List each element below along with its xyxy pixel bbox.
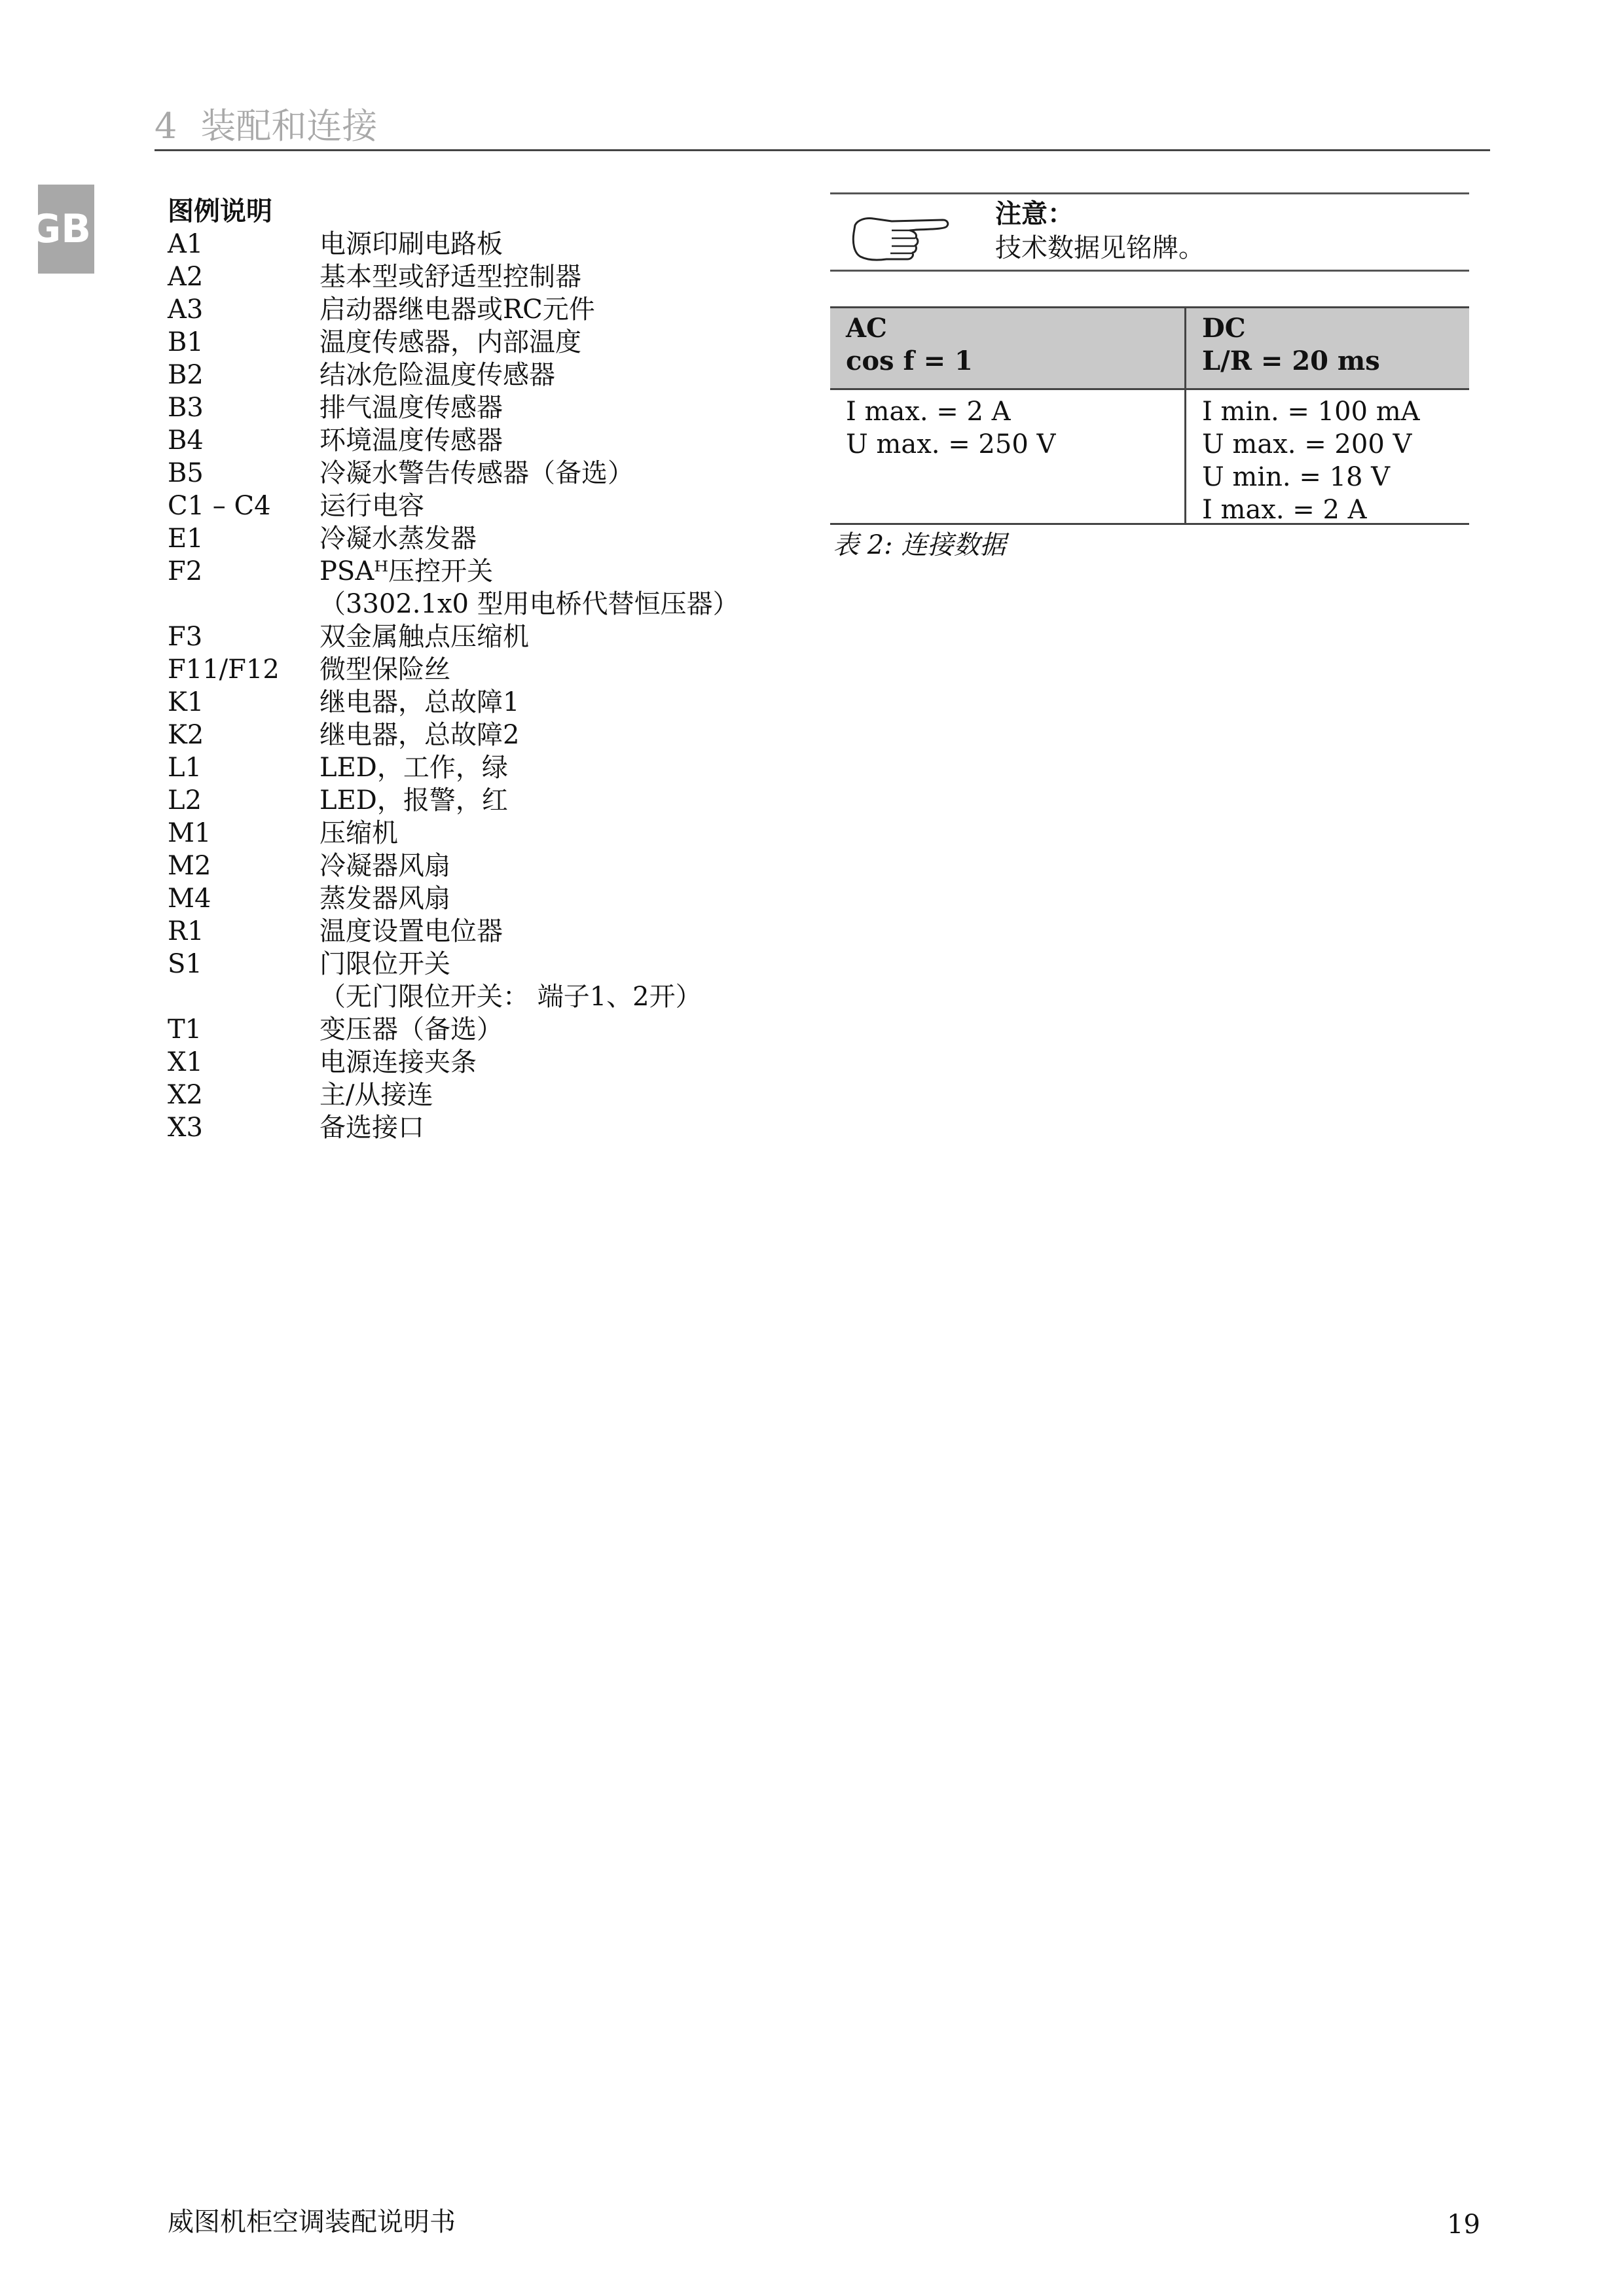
legend-row: [168, 1111, 739, 1144]
legend-code: [168, 588, 319, 620]
dc-header-cell: [1186, 308, 1469, 388]
legend-row: [168, 260, 739, 293]
legend-row: [168, 490, 739, 522]
legend-row: [168, 326, 739, 359]
legend-row: [168, 555, 739, 588]
legend-row: [168, 784, 739, 817]
dc-value: U min. = 18 V: [1202, 462, 1391, 492]
header-divider: [155, 149, 1490, 151]
legend-row: [168, 850, 739, 882]
legend-row: [168, 1046, 739, 1079]
legend-description: LED，工作，绿: [319, 753, 508, 783]
legend-code: M1: [168, 818, 211, 848]
legend-code: A2: [168, 262, 204, 292]
legend-row: [168, 424, 739, 457]
legend-code: A1: [168, 229, 204, 259]
legend-title: 图例说明: [168, 196, 272, 226]
footer-document-title: 威图机柜空调装配说明书: [168, 2207, 456, 2237]
legend: [168, 195, 739, 1144]
legend-description: 电源印刷电路板: [319, 229, 503, 259]
legend-row: [168, 457, 739, 490]
legend-description: 温度设置电位器: [319, 916, 503, 946]
legend-row: [168, 228, 739, 260]
legend-row: [168, 620, 739, 653]
legend-code: L1: [168, 753, 202, 783]
legend-code: K2: [168, 720, 204, 750]
legend-description: 蒸发器风扇: [319, 884, 450, 914]
legend-code: S1: [168, 949, 202, 979]
legend-code: B4: [168, 425, 204, 456]
legend-row: [168, 391, 739, 424]
legend-code: A3: [168, 295, 204, 325]
legend-code: F3: [168, 622, 203, 652]
legend-code: [168, 980, 319, 1013]
ac-header-condition: cos f = 1: [846, 346, 973, 376]
section-title: 装配和连接: [200, 105, 378, 147]
table-body-row: [830, 390, 1469, 525]
legend-code: M2: [168, 851, 211, 881]
ac-values-cell: [830, 390, 1186, 523]
dc-header-condition: L/R = 20 ms: [1202, 346, 1380, 376]
language-tab: GB: [38, 185, 94, 274]
ac-header-label: AC: [846, 313, 887, 344]
note-top-rule: [830, 192, 1469, 194]
legend-description: 主/从接连: [319, 1080, 433, 1110]
legend-description: 启动器继电器或RC元件: [319, 295, 595, 325]
legend-list: [168, 228, 739, 1144]
table-header-row: [830, 306, 1469, 390]
dc-header-label: DC: [1202, 313, 1246, 344]
section-number: 4: [155, 105, 177, 147]
legend-description: 温度传感器，内部温度: [319, 327, 581, 357]
legend-description: 继电器，总故障1: [319, 687, 520, 717]
legend-description: 环境温度传感器: [319, 425, 503, 456]
legend-row: [168, 1079, 739, 1111]
legend-code: T1: [168, 1014, 202, 1045]
note-bottom-rule: [830, 270, 1469, 272]
legend-code: F2: [168, 556, 203, 586]
legend-row: [168, 293, 739, 326]
legend-description: （3302.1x0 型用电桥代替恒压器）: [319, 589, 739, 619]
legend-code: M4: [168, 884, 211, 914]
legend-row: [168, 588, 739, 620]
ac-value: U max. = 250 V: [846, 429, 1056, 459]
dc-value: U max. = 200 V: [1202, 429, 1412, 459]
legend-row: [168, 980, 739, 1013]
legend-description: PSAᴴ压控开关: [319, 556, 494, 586]
legend-description: LED，报警，红: [319, 785, 508, 816]
legend-description: 双金属触点压缩机: [319, 622, 529, 652]
legend-code: L2: [168, 785, 202, 816]
legend-row: [168, 686, 739, 719]
legend-description: 备选接口: [319, 1113, 424, 1143]
legend-description: 冷凝器风扇: [319, 851, 450, 881]
legend-code: X1: [168, 1047, 203, 1077]
legend-code: B5: [168, 458, 204, 488]
note-text: 技术数据见铭牌。: [995, 233, 1205, 263]
legend-description: 冷凝水警告传感器（备选）: [319, 458, 634, 488]
dc-value: I min. = 100 mA: [1202, 397, 1420, 427]
ac-header-cell: [830, 308, 1186, 388]
dc-values-cell: [1186, 390, 1469, 523]
legend-code: K1: [168, 687, 204, 717]
pointing-hand-icon: [851, 211, 951, 267]
legend-description: 冷凝水蒸发器: [319, 524, 477, 554]
legend-row: [168, 653, 739, 686]
page-number: 19: [1447, 2210, 1480, 2240]
legend-code: F11/F12: [168, 655, 280, 685]
ac-value: I max. = 2 A: [846, 397, 1011, 427]
legend-description: 电源连接夹条: [319, 1047, 477, 1077]
note-title: 注意：: [995, 198, 1074, 229]
legend-description: 压缩机: [319, 818, 398, 848]
legend-code: X3: [168, 1113, 203, 1143]
table-caption: 表 2: 连接数据: [833, 530, 1006, 560]
legend-row: [168, 751, 739, 784]
legend-row: [168, 1013, 739, 1046]
legend-description: 变压器（备选）: [319, 1014, 503, 1045]
legend-description: 微型保险丝: [319, 655, 450, 685]
dc-value: I max. = 2 A: [1202, 495, 1367, 525]
legend-code: E1: [168, 524, 204, 554]
legend-description: 运行电容: [319, 491, 424, 521]
connection-data-table: [830, 306, 1469, 525]
legend-code: X2: [168, 1080, 203, 1110]
legend-description: （无门限位开关： 端子1、2开）: [319, 982, 702, 1012]
legend-row: [168, 882, 739, 915]
legend-code: R1: [168, 916, 204, 946]
legend-code: C1 – C4: [168, 491, 271, 521]
legend-row: [168, 915, 739, 948]
legend-row: [168, 359, 739, 391]
legend-row: [168, 522, 739, 555]
legend-row: [168, 817, 739, 850]
legend-row: [168, 948, 739, 980]
legend-description: 继电器，总故障2: [319, 720, 520, 750]
legend-row: [168, 719, 739, 751]
legend-description: 结冰危险温度传感器: [319, 360, 555, 390]
legend-code: B3: [168, 393, 204, 423]
legend-code: B2: [168, 360, 204, 390]
legend-code: B1: [168, 327, 204, 357]
legend-description: 门限位开关: [319, 949, 450, 979]
legend-description: 基本型或舒适型控制器: [319, 262, 581, 292]
legend-description: 排气温度传感器: [319, 393, 503, 423]
section-header: [155, 98, 377, 149]
